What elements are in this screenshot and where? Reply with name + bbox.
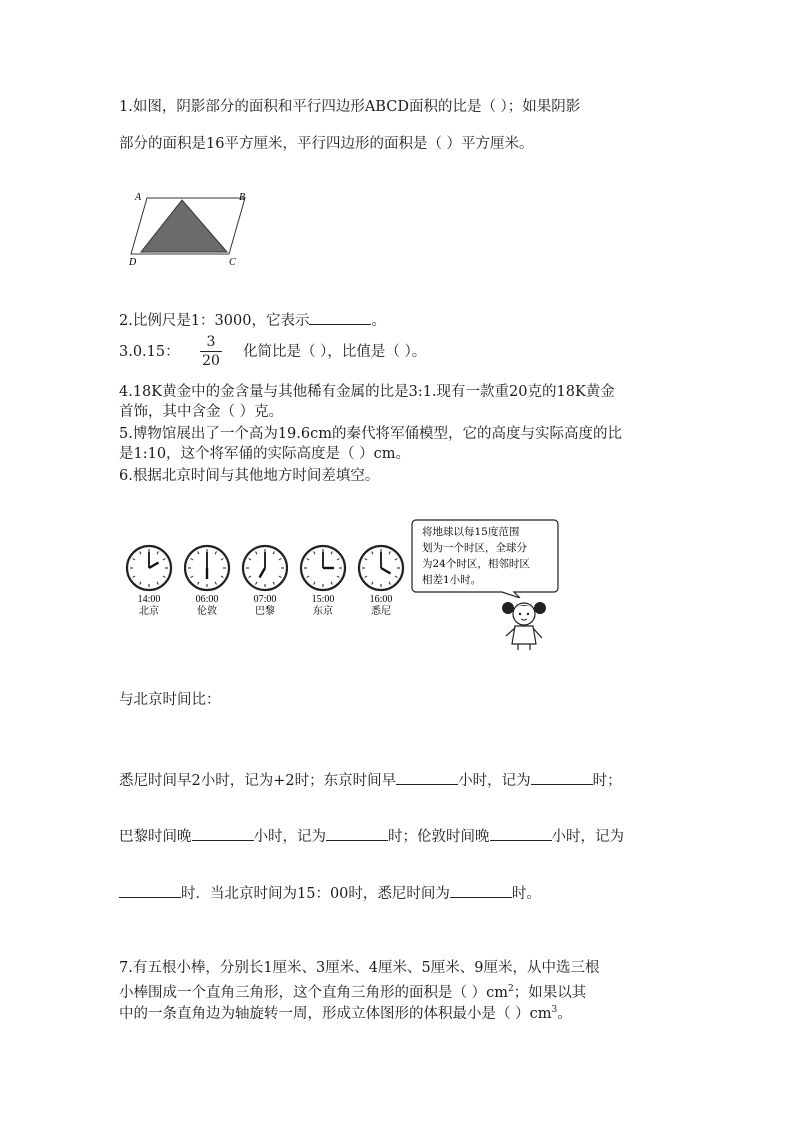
clock-city-label: 东京 <box>313 606 333 617</box>
shaded-triangle <box>141 200 227 252</box>
clock-东京 <box>301 546 345 617</box>
q5-line2: 是1:10，这个将军俑的实际高度是（ ）cm。 <box>119 446 411 462</box>
q6-row1: 悉尼时间早2小时，记为+2时；东京时间早 小时，记为 时； <box>119 769 622 791</box>
q7-line1: 7.有五根小棒，分别长1厘米、3厘米、4厘米、5厘米、9厘米，从中选三根 <box>119 960 600 976</box>
clock-city-label: 北京 <box>139 606 159 617</box>
label-a: A <box>135 192 142 203</box>
label-d: D <box>129 257 137 268</box>
q2-line: 2.比例尺是1：3000，它表示 。 <box>119 309 386 331</box>
bubble-line4: 相差1小时。 <box>422 574 482 586</box>
clock-city-label: 悉尼 <box>371 606 391 617</box>
clock-悉尼 <box>359 546 403 617</box>
answer-blank[interactable] <box>396 769 458 785</box>
q1-line1: 1.如图，阴影部分的面积和平行四边形ABCD面积的比是（ ）；如果阴影 <box>119 99 581 115</box>
fraction-3-20: 3 20 <box>199 333 223 370</box>
bubble-line3: 为24个时区，相邻时区 <box>422 558 530 570</box>
clock-group <box>124 544 414 628</box>
q7-line3: 中的一条直角边为轴旋转一周，形成立体图形的体积最小是（ ）$cm^3$。 <box>119 1005 572 1022</box>
parallelogram-figure <box>125 188 255 268</box>
clocks-svg <box>124 544 414 624</box>
q4-line2: 首饰，其中含金（ ）克。 <box>119 404 284 420</box>
speech-bubble <box>410 516 560 598</box>
answer-blank[interactable] <box>119 882 181 898</box>
clock-city-label: 巴黎 <box>255 606 275 617</box>
clock-北京 <box>127 546 171 617</box>
answer-blank[interactable] <box>326 825 388 841</box>
label-b: B <box>239 192 246 203</box>
q2-text: 2.比例尺是1：3000，它表示 <box>119 313 310 329</box>
clock-time-label: 15:00 <box>311 594 335 605</box>
answer-blank[interactable] <box>490 825 552 841</box>
clock-伦敦 <box>185 546 229 617</box>
q4-line1: 4.18K黄金中的金含量与其他稀有金属的比是3:1.现有一款重20克的18K黄金 <box>119 384 615 400</box>
clock-time-label: 07:00 <box>253 594 277 605</box>
answer-blank[interactable] <box>192 825 254 841</box>
clock-巴黎 <box>243 546 287 617</box>
answer-blank[interactable] <box>309 309 371 325</box>
bubble-line1: 将地球以每15度范围 <box>422 526 520 538</box>
girl-illustration <box>496 594 554 652</box>
clock-time-label: 16:00 <box>369 594 393 605</box>
q3-prefix: 3.0.15： <box>119 344 180 360</box>
q6-title: 6.根据北京时间与其他地方时间差填空。 <box>119 468 380 484</box>
clock-time-label: 14:00 <box>137 594 161 605</box>
q3-suffix: 化简比是（ ），比值是（ ）。 <box>243 344 427 360</box>
q7-line2: 小棒围成一个直角三角形，这个直角三角形的面积是（ ）$cm^2$；如果以其 <box>119 984 587 1001</box>
answer-blank[interactable] <box>531 769 593 785</box>
answer-blank[interactable] <box>450 882 512 898</box>
q6-compare: 与北京时间比： <box>119 692 221 708</box>
q5-line1: 5.博物馆展出了一个高为19.6cm的秦代将军俑模型，它的高度与实际高度的比 <box>119 426 622 442</box>
clock-time-label: 06:00 <box>195 594 219 605</box>
q6-row3: 时．当北京时间为15：00时，悉尼时间为 时。 <box>119 882 541 904</box>
q1-line2: 部分的面积是16平方厘米，平行四边形的面积是（ ）平方厘米。 <box>119 136 534 152</box>
label-c: C <box>229 257 236 268</box>
bubble-line2: 划为一个时区，全球分 <box>422 542 527 554</box>
clock-city-label: 伦敦 <box>197 606 217 617</box>
q6-row2: 巴黎时间晚 小时，记为 时；伦敦时间晚 小时，记为 <box>119 825 624 847</box>
